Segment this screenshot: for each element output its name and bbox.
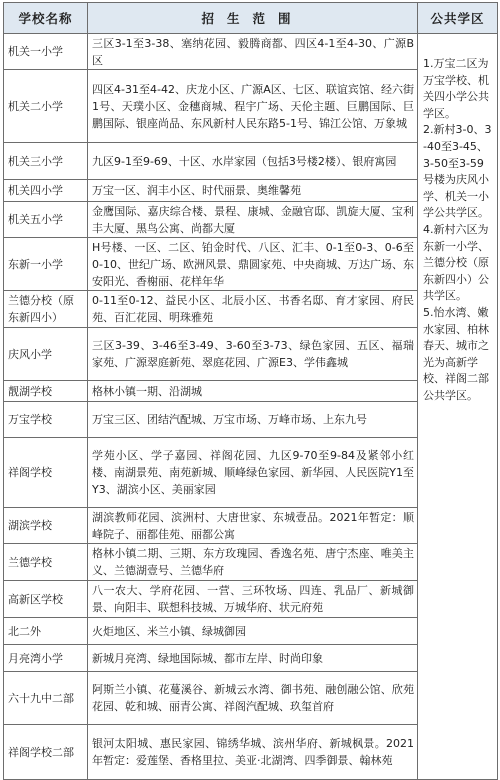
school-name: 祥阁学校二部 [4,725,88,780]
school-name: 机关三小学 [4,143,88,180]
header-public: 公共学区 [418,3,498,34]
header-range: 招生范围 [88,3,418,34]
school-name: 靓湖学校 [4,381,88,402]
range-cell: 格林小镇二期、三期、东方玫瑰园、香逸名苑、唐宁杰座、唯美主义、兰德湖壹号、兰德华府 [88,544,418,581]
range-cell: 九区9-1至9-69、十区、水岸家园（包括3号楼2楼）、银府寓园 [88,143,418,180]
table-header-row [4,3,498,34]
school-name: 兰德学校 [4,544,88,581]
range-cell: 金鹰国际、嘉庆综合楼、景程、康城、金融官邸、凯旋大厦、宝利丰大厦、黑鸟公寓、尚都大厦 [88,202,418,238]
public-district-item: 2.新村3-0、3-40至3-45、3-50至3-59号楼为庆风小学、机关一小学公共学区。 [423,123,492,220]
school-name: 机关五小学 [4,202,88,238]
school-name: 湖滨学校 [4,508,88,544]
public-district-cell [418,34,498,780]
school-name: 六十九中二部 [4,672,88,725]
school-name: 北二外 [4,618,88,645]
school-name: 兰德分校（原东新四小） [4,291,88,328]
range-cell: 新城月亮湾、绿地国际城、都市左岸、时尚印象 [88,645,418,672]
range-cell: 银河太阳城、惠民家园、锦绣华城、滨州华府、新城枫景。2021年暂定：爱莲堡、香格里拉、美亚·北湖湾、四季御景、翰林苑 [88,725,418,780]
public-district-item: 1.万宝二区为万宝学校、机关四小学公共学区。 [423,57,489,120]
school-name: 庆风小学 [4,328,88,381]
school-name: 机关二小学 [4,70,88,143]
range-cell: 火炬地区、米兰小镇、绿城御园 [88,618,418,645]
range-cell: 万宝三区、团结汽配城、万宝市场、万峰市场、上东九号 [88,402,418,438]
range-cell: H号楼、一区、二区、铂金时代、八区、汇丰、0-1至0-3、0-6至0-10、世纪广场、欧洲风景、鼎圆家苑、中央商城、万达广场、东安阳光、香榭丽、花样年华 [88,238,418,291]
school-name: 机关四小学 [4,180,88,202]
admission-table [3,2,498,780]
range-cell: 学苑小区、学子嘉园、祥阁花园、九区9-70至9-84及紧邻小红楼、南湖景苑、南苑新城、顺峰绿色家园、新华园、人民医院Y1至Y3、湖滨小区、美丽家园 [88,438,418,508]
range-cell: 格林小镇一期、沿湖城 [88,381,418,402]
school-name: 月亮湾小学 [4,645,88,672]
range-cell: 四区4-31至4-42、庆龙小区、广源A区、七区、联谊宾馆、经六街1号、天璞小区、金穗商城、程宇广场、天伦主题、巨鹏国际、巨鹏国际、银座尚品、东风新村人民东路5-1号、锦江公馆、万象城 [88,70,418,143]
admission-table-container [3,2,497,767]
range-cell: 阿斯兰小镇、花蔓溪谷、新城云水湾、御书苑、融创融公馆、欣苑花园、乾和城、丽青公寓、祥阁汽配城、玖玺首府 [88,672,418,725]
range-cell: 万宝一区、润丰小区、时代丽景、奥维馨苑 [88,180,418,202]
range-cell: 湖滨教师花园、滨洲村、大唐世家、东城壹品。2021年暂定：顺峰院子、丽都佳苑、丽都公寓 [88,508,418,544]
public-district-item: 5.怡水湾、嫩水家园、柏林春天、城市之光为高新学校、祥阁二部公共学区。 [423,305,489,402]
header-school: 学校名称 [4,3,88,34]
school-name: 东新一小学 [4,238,88,291]
range-cell: 0-11至0-12、益民小区、北辰小区、书香名邸、育才家园、府民苑、百汇花园、明珠雅苑 [88,291,418,328]
range-cell: 三区3-1至3-38、塞纳花园、毅腾商都、四区4-1至4-30、广源B区 [88,34,418,70]
school-name: 机关一小学 [4,34,88,70]
range-cell: 八一农大、学府花园、一营、三环牧场、四连、乳品厂、新城御景、向阳丰、联想科技城、万城华府、状元府苑 [88,581,418,618]
school-name: 祥阁学校 [4,438,88,508]
public-district-item: 4.新村六区为东新一小学、兰德分校（原东新四小）公共学区。 [423,222,489,303]
table-row [4,34,498,70]
school-name: 万宝学校 [4,402,88,438]
school-name: 高新区学校 [4,581,88,618]
range-cell: 三区3-39、3-46至3-49、3-60至3-73、绿色家园、五区、福瑞家苑、广源翠庭新苑、翠庭花园、广源E3、学伟鑫城 [88,328,418,381]
